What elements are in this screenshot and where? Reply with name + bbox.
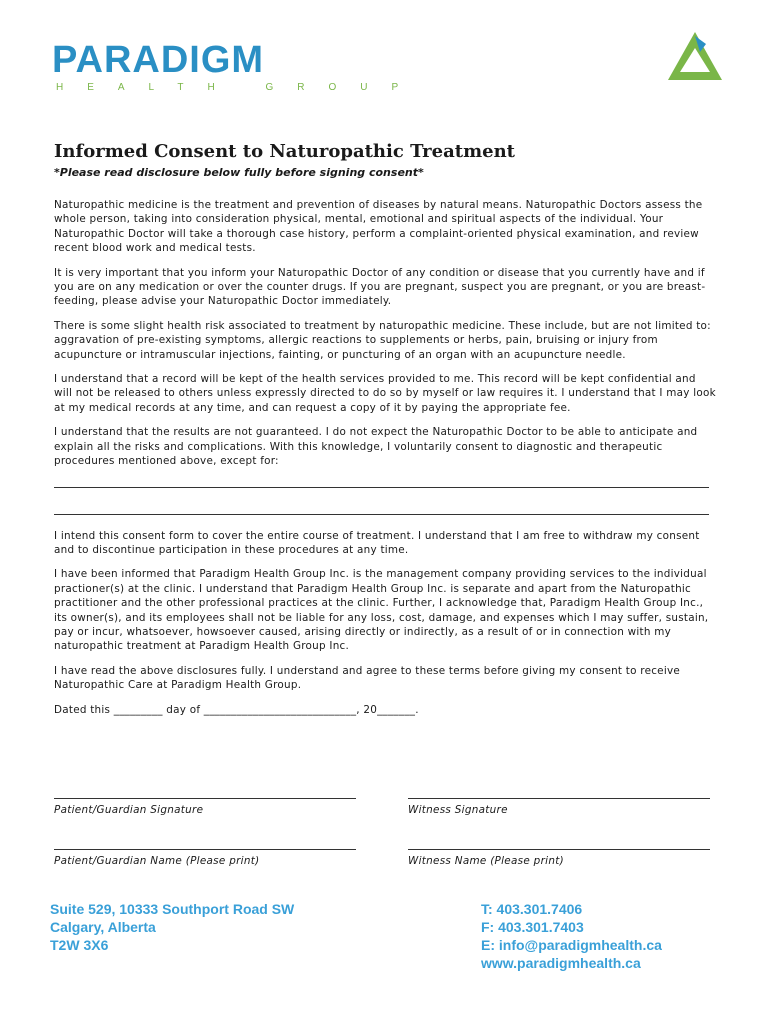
witness-signature-block (408, 786, 710, 816)
witness-signature-line[interactable] (408, 786, 710, 799)
witness-name-block (408, 837, 710, 867)
exception-line-1[interactable] (54, 469, 709, 488)
dated-line[interactable]: Dated this _________ day of ____________________________, 20_______. (54, 703, 419, 716)
fax-number: F: 403.301.7403 (481, 919, 584, 935)
paragraph-results: I understand that the results are not guaranteed. I do not expect the Naturopathic Doctor to be able to anticipate and explain all the risks and complications. With this knowledge, I voluntarily consent to diagnostic and therapeutic procedures mentioned above, except for: (54, 426, 698, 468)
footer-contact (481, 900, 662, 972)
document-title: Informed Consent to Naturopathic Treatment (54, 141, 515, 162)
paradigm-logo (52, 40, 422, 93)
document-subtitle: *Please read disclosure below fully before signing consent* (54, 166, 424, 179)
address-line-2: Calgary, Alberta (50, 919, 156, 935)
paragraph-intro: Naturopathic medicine is the treatment and prevention of diseases by natural means. Naturopathic Doctors assess the whole person, taking into consideration physical, mental, emotional and spiritual aspects of the individual. Your Naturopathic Doctor will take a thorough case history, perform a complaint-oriented physical examination, and review recent blood work and medical tests. (54, 199, 703, 255)
logo-wordmark: PARADIGM (52, 39, 265, 81)
phone-number: T: 403.301.7406 (481, 901, 583, 917)
patient-signature-block (54, 786, 356, 816)
email-link[interactable]: E: info@paradigmhealth.ca (481, 937, 662, 953)
address-line-3: T2W 3X6 (50, 937, 109, 953)
patient-signature-label: Patient/Guardian Signature (54, 804, 204, 816)
patient-name-label: Patient/Guardian Name (Please print) (54, 855, 260, 867)
paragraph-agreement: I have read the above disclosures fully. I understand and agree to these terms before giving my consent to receive Naturopathic Care at Paradigm Health Group. (54, 664, 680, 692)
paragraph-disclosure: It is very important that you inform your Naturopathic Doctor of any condition or disease that you currently have and if you are on any medication or over the counter drugs. If you are pregnant, suspect you are pregnant, or you are breast-feeding, please advise your Naturopathic Doctor immediately. (54, 266, 706, 308)
exception-line-2[interactable] (54, 496, 709, 515)
consent-body (54, 198, 716, 717)
witness-name-line[interactable] (408, 837, 710, 850)
paragraph-management: I have been informed that Paradigm Health Group Inc. is the management company providing services to the individual practioner(s) at the clinic. I understand that Paradigm Health Group Inc. is separate and apart from the Naturopathic practitioner and the other professional practices at the clinic. Further, I acknowledge that, Paradigm Health Group Inc., its owner(s), and its employees shall not be liable for any loss, cost, damage, and expenses which I may suffer, sustain, pay or incur, whatsoever, howsoever caused, arising directly or indirectly, as a result of or in connection with my naturopathic treatment at Paradigm Health Group Inc. (54, 568, 709, 653)
paragraph-withdraw: I intend this consent form to cover the entire course of treatment. I understand that I am free to withdraw my consent and to discontinue participation in these procedures at any time. (54, 529, 700, 556)
witness-name-label: Witness Name (Please print) (408, 855, 564, 867)
patient-signature-line[interactable] (54, 786, 356, 799)
address-line-1: Suite 529, 10333 Southport Road SW (50, 901, 295, 917)
triangle-logo-icon (666, 30, 724, 86)
paragraph-risks: There is some slight health risk associated to treatment by naturopathic medicine. These include, but are not limited to: aggravation of pre-existing symptoms, allergic reactions to supplements or herbs, pain, bruising or injury from acupuncture or intramuscular injections, fainting, or puncturing of an organ with an acupuncture needle. (54, 319, 711, 361)
website-link[interactable]: www.paradigmhealth.ca (481, 955, 641, 971)
witness-signature-label: Witness Signature (408, 804, 508, 816)
paragraph-records: I understand that a record will be kept of the health services provided to me. This record will be kept confidential and will not be released to others unless expressly directed to do so by myself or law requires it. I understand that I may look at my medical records at any time, and can request a copy of it by paying the appropriate fee. (54, 373, 716, 414)
logo-subtitle: HEALTH GROUP (56, 82, 423, 93)
footer-address (50, 900, 294, 954)
patient-name-block (54, 837, 356, 867)
patient-name-line[interactable] (54, 837, 356, 850)
